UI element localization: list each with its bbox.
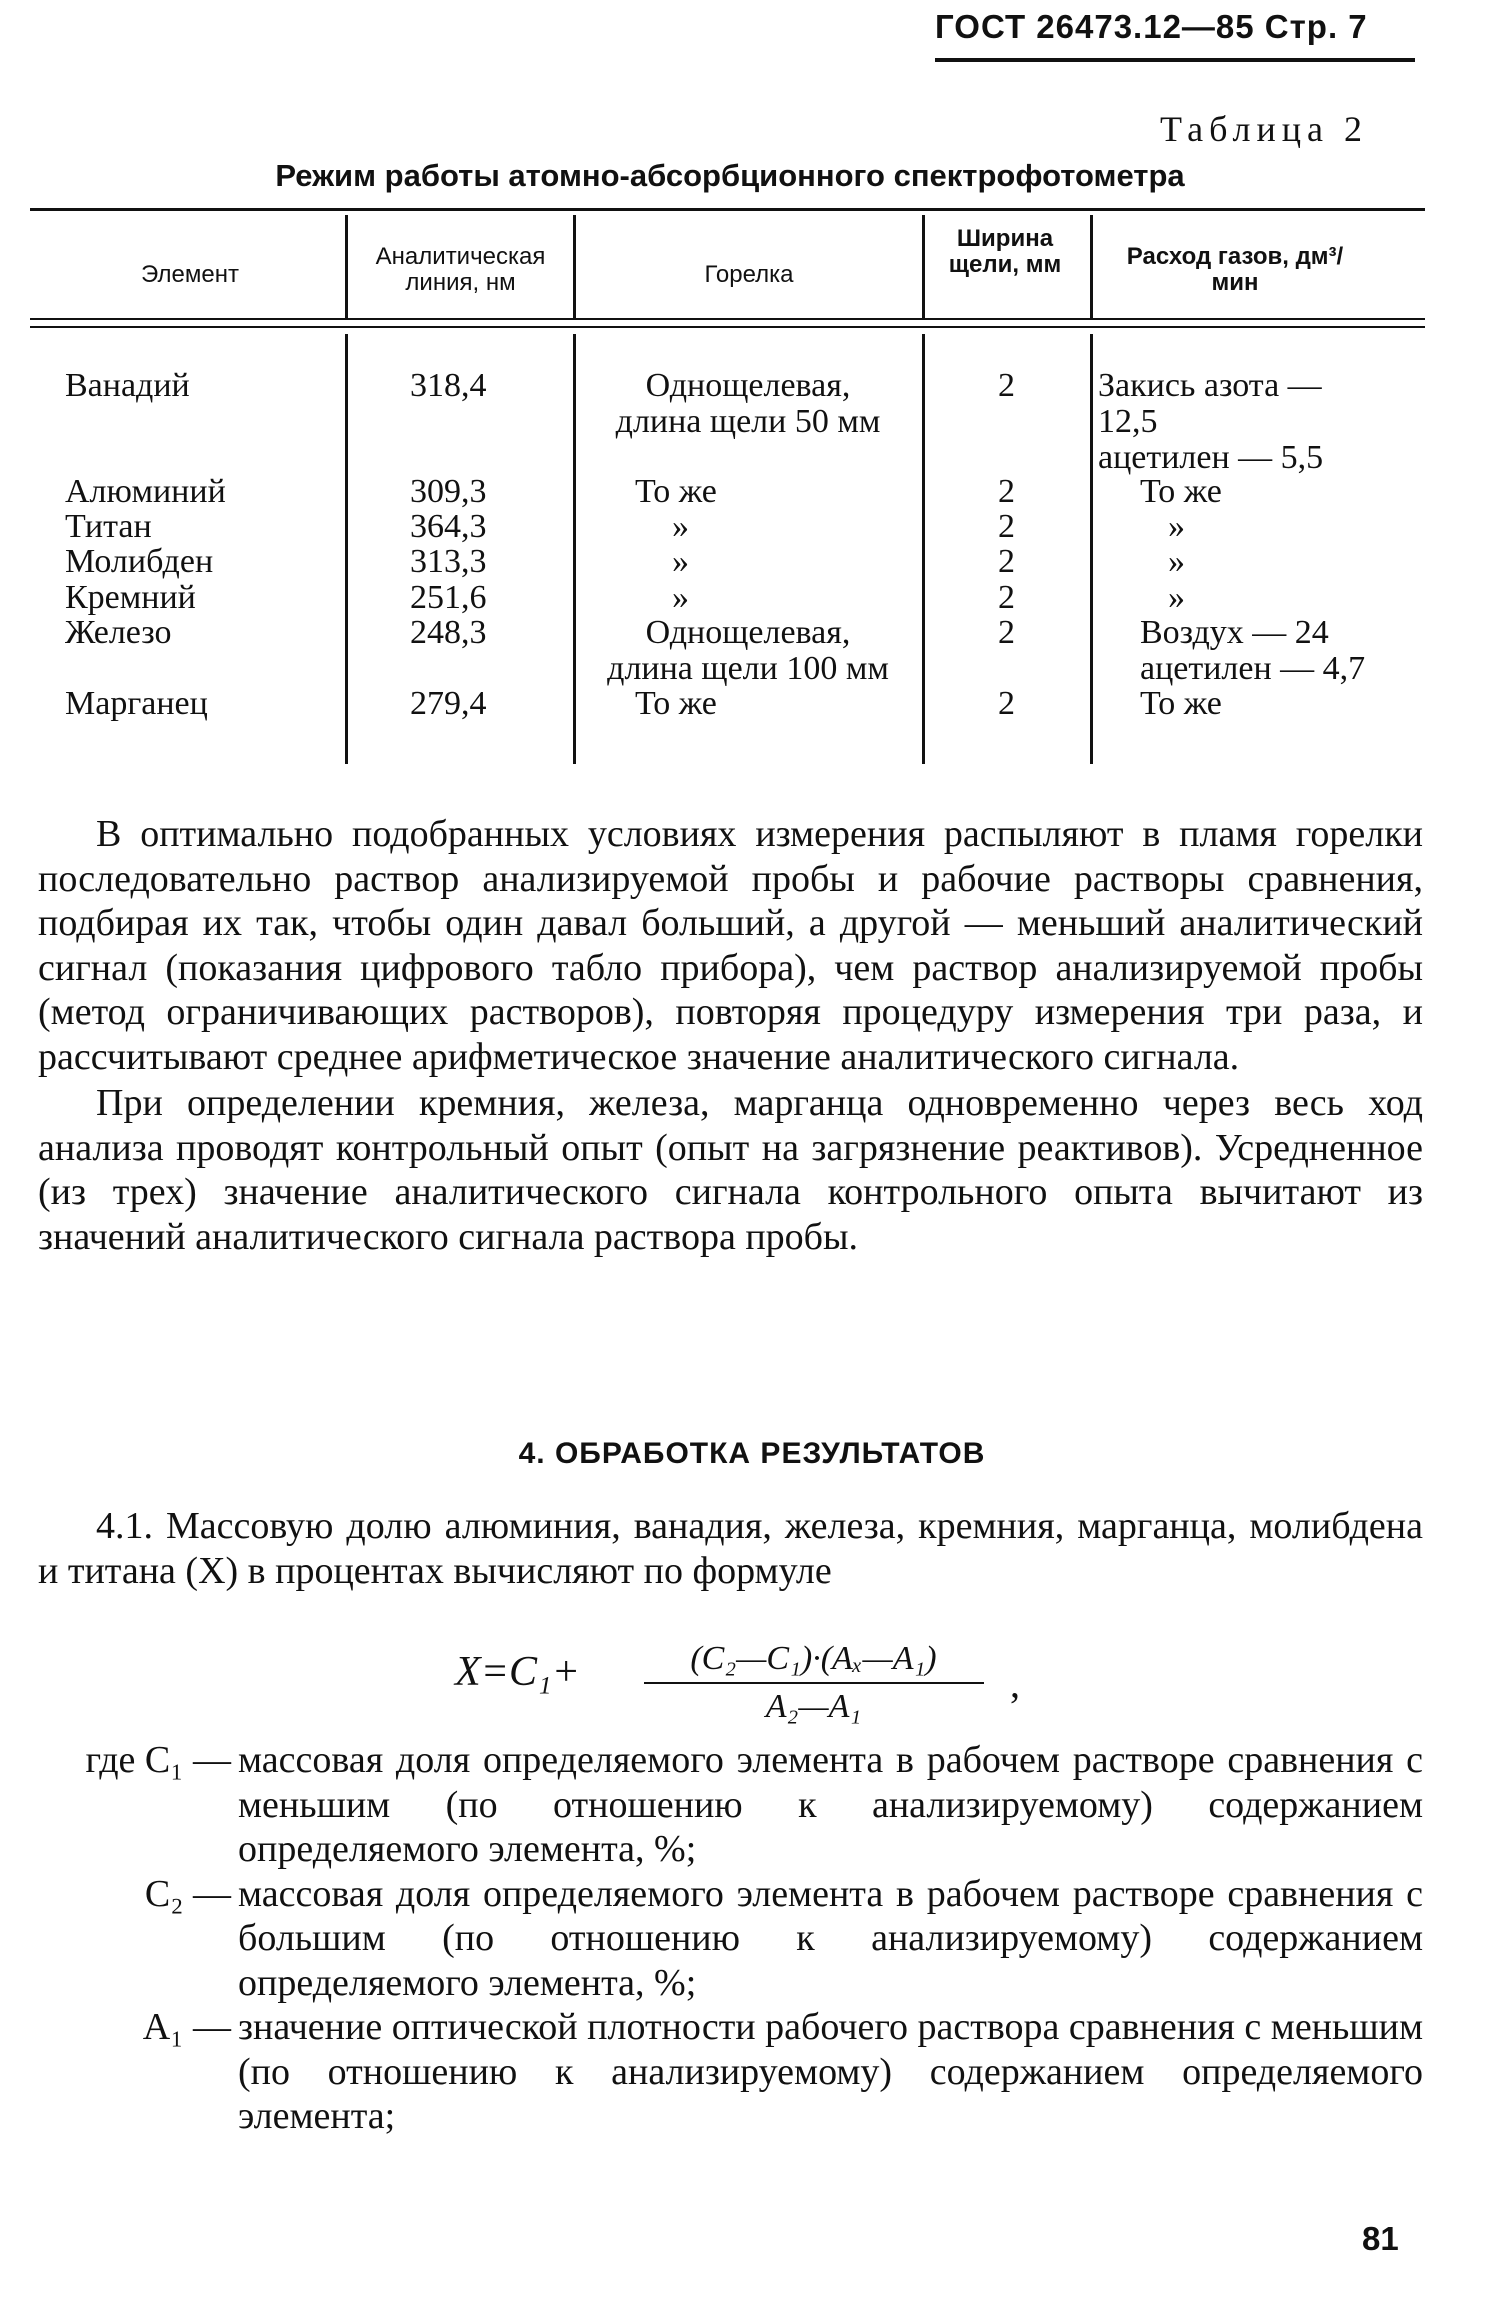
table-label: Таблица 2 [1160, 109, 1368, 149]
table-cell-slit: 2 [998, 508, 1015, 545]
definition-item [38, 1738, 1423, 1872]
formula-lhs: X=C₁+ [455, 1649, 580, 1695]
table-cell-gas: » [1168, 579, 1185, 616]
table-cell-slit: 2 [998, 685, 1015, 722]
table-cell-line: 279,4 [410, 685, 487, 722]
definition-symbol: где C₁ — [85, 1739, 231, 1781]
table-cell-slit: 2 [998, 473, 1015, 510]
table-cell-element: Железо [65, 614, 172, 651]
table-cell-gas: Закись азота — 12,5 ацетилен — 5,5 [1098, 367, 1324, 476]
table-col-divider [1090, 215, 1093, 318]
col-header-line: Аналитическая линия, нм [375, 243, 546, 296]
table-col-divider [1090, 334, 1093, 764]
paragraph-2: При определении кремния, железа, марганца одновременно через весь ход анализа проводят контрольный опыт (опыт на загрязнение реактивов). Усредненное (из трех) значение аналитического сигнала контрольного опыта вычитают из значений аналитического сигнала раствора пробы. [38, 1082, 1423, 1258]
page-number: 81 [1362, 2220, 1399, 2257]
table-cell-element: Марганец [65, 685, 208, 722]
table-cell-gas: То же [1140, 685, 1222, 722]
definition-item [38, 2005, 1423, 2139]
col-header-gas: Расход газов, дм³/мин [1126, 243, 1344, 296]
table-cell-gas: То же [1140, 473, 1222, 510]
table-cell-line: 313,3 [410, 543, 487, 580]
header-rule [935, 58, 1415, 62]
formula-numerator: (C₂—C₁)·(Aₓ—A₁) [690, 1640, 937, 1677]
table-cell-line: 318,4 [410, 367, 487, 404]
table-cell-element: Ванадий [65, 367, 190, 404]
table-title: Режим работы атомно-абсорбционного спектрофотометра [275, 158, 1185, 193]
table-cell-line: 248,3 [410, 614, 487, 651]
table-cell-element: Кремний [65, 579, 196, 616]
table-cell-burner: То же [635, 473, 717, 510]
paragraph-3: 4.1. Массовую долю алюминия, ванадия, железа, кремния, марганца, молибдена и титана (X) в процентах вычисляют по формуле [38, 1505, 1423, 1592]
table-cell-line: 309,3 [410, 473, 487, 510]
table-cell-line: 251,6 [410, 579, 487, 616]
table-header-rule-1 [30, 318, 1425, 320]
table-cell-burner: » [672, 508, 689, 545]
definition-text: значение оптической плотности рабочего раствора сравнения с меньшим (по отношению к анализируемому) содержанием определяемого элемента; [238, 2006, 1423, 2137]
formula-fraction [606, 1640, 1021, 1726]
table-cell-burner: » [672, 543, 689, 580]
definitions-list [38, 1738, 1423, 2139]
running-head: ГОСТ 26473.12—85 Стр. 7 [935, 8, 1368, 45]
col-header-slit: Ширина щели, мм [948, 225, 1062, 278]
definition-item [38, 1872, 1423, 2006]
definition-symbol: C₂ — [144, 1872, 231, 1915]
definition-text: массовая доля определяемого элемента в рабочем растворе сравнения с большим (по отношению к анализируемому) содержанием определяемого элемента, %; [238, 1872, 1423, 2004]
table-col-divider [345, 334, 348, 764]
table-header-rule-2 [30, 326, 1425, 328]
body-paragraph-3-wrap [38, 1504, 1423, 1593]
table-col-divider [922, 215, 925, 318]
table-cell-burner: То же [635, 685, 717, 722]
table-cell-gas: » [1168, 543, 1185, 580]
table-cell-element: Алюминий [65, 473, 226, 510]
table-cell-gas: Воздух — 24 ацетилен — 4,7 [1140, 614, 1366, 687]
table-cell-slit: 2 [998, 543, 1015, 580]
col-header-element: Элемент [141, 261, 239, 288]
table-col-divider [573, 334, 576, 764]
table-cell-burner: Однощелевая, длина щели 100 мм [607, 614, 889, 687]
table-cell-burner: Однощелевая, длина щели 50 мм [615, 367, 881, 440]
formula-denominator: A₂—A₁ [765, 1688, 862, 1725]
table-top-rule [30, 208, 1425, 211]
table-cell-line: 364,3 [410, 508, 487, 545]
body-paragraphs [38, 812, 1423, 1259]
definition-text: массовая доля определяемого элемента в рабочем растворе сравнения с меньшим (по отношению к анализируемому) содержанием определяемого элемента, %; [238, 1739, 1423, 1870]
table-cell-burner: » [672, 579, 689, 616]
definition-symbol: A₁ — [142, 2006, 231, 2048]
table-cell-element: Титан [65, 508, 152, 545]
paragraph-1: В оптимально подобранных условиях измерения распыляют в пламя горелки последовательно раствор анализируемой пробы и рабочие растворы сравнения, подбирая их так, чтобы один давал больший, а другой — меньший аналитический сигнал (показания цифрового табло прибора), чем раствор анализируемой пробы (метод ограничивающих растворов), повторяя процедуру измерения три раза, и рассчитывают среднее арифметическое значение аналитического сигнала. [38, 813, 1423, 1078]
table-cell-element: Молибден [65, 543, 214, 580]
table-col-divider [922, 334, 925, 764]
table-cell-gas: » [1168, 508, 1185, 545]
section-title: 4. ОБРАБОТКА РЕЗУЛЬТАТОВ [518, 1437, 986, 1470]
table-cell-slit: 2 [998, 614, 1015, 651]
table-cell-slit: 2 [998, 367, 1015, 404]
col-header-burner: Горелка [704, 261, 794, 288]
table-cell-slit: 2 [998, 579, 1015, 616]
formula-trail: , [1010, 1661, 1020, 1706]
